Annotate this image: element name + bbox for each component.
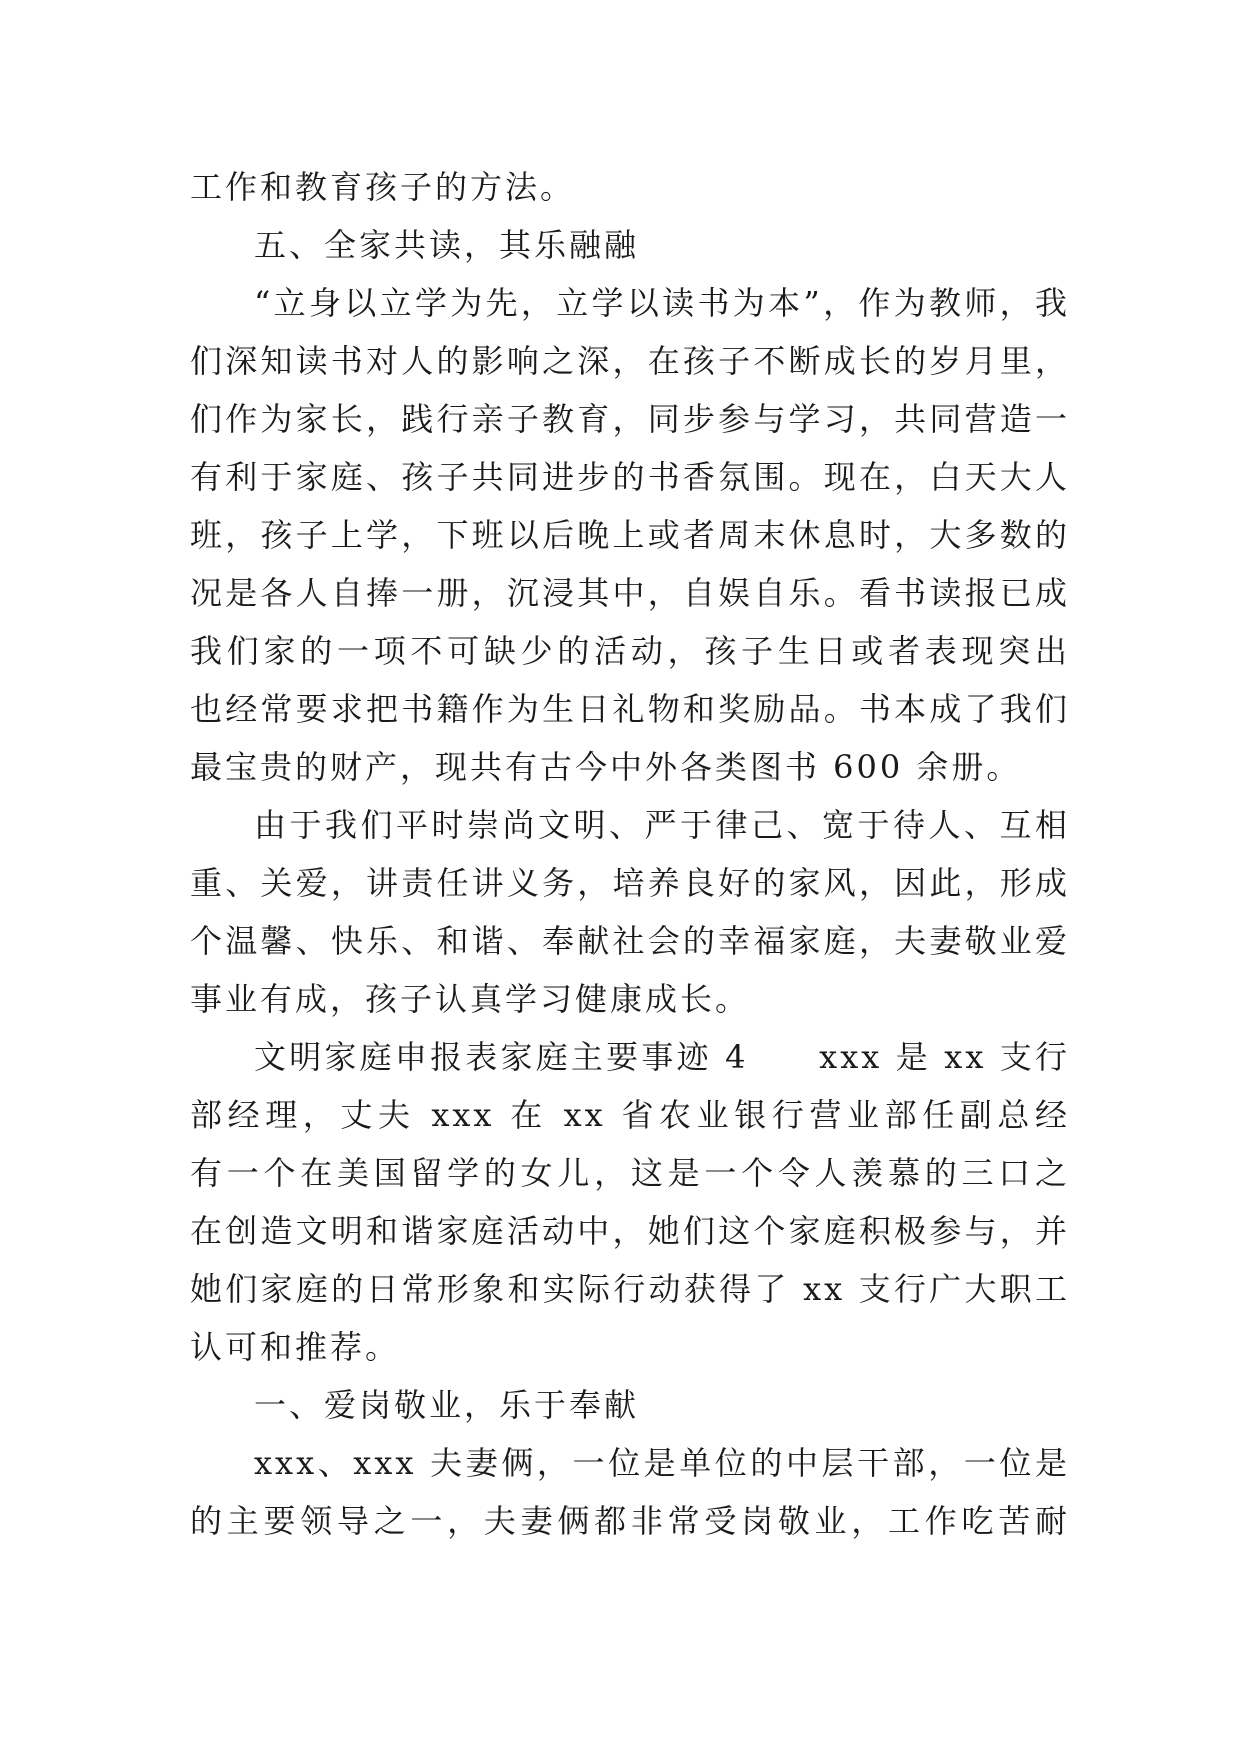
text-line: 况是各人自捧一册，沉浸其中，自娱自乐。看书读报已成 — [190, 574, 1070, 612]
text-line: 部经理，丈夫 xxx 在 xx 省农业银行营业部任副总经 — [190, 1096, 1070, 1134]
text-line: 有利于家庭、孩子共同进步的书香氛围。现在，白天大人 — [190, 458, 1070, 496]
text-line: xxx、xxx 夫妻俩，一位是单位的中层干部，一位是 — [254, 1444, 1070, 1482]
text-line: 她们家庭的日常形象和实际行动获得了 xx 支行广大职工 — [190, 1270, 1070, 1308]
text-line: 们作为家长，践行亲子教育，同步参与学习，共同营造一 — [190, 400, 1070, 438]
text-line: 由于我们平时崇尚文明、严于律己、宽于待人、互相 — [254, 806, 1070, 844]
text-line: 文明家庭申报表家庭主要事迹 4 xxx 是 xx 支行 — [254, 1038, 1070, 1076]
text-line: 的主要领导之一，夫妻俩都非常受岗敬业，工作吃苦耐 — [190, 1502, 1070, 1540]
text-line: 也经常要求把书籍作为生日礼物和奖励品。书本成了我们 — [190, 690, 1070, 728]
text-line: 班，孩子上学，下班以后晚上或者周末休息时，大多数的 — [190, 516, 1070, 554]
text-line: 工作和教育孩子的方法。 — [190, 168, 576, 206]
text-line: 个温馨、快乐、和谐、奉献社会的幸福家庭，夫妻敬业爱 — [190, 922, 1070, 960]
text-line: 五、全家共读，其乐融融 — [254, 226, 640, 264]
text-line: 重、关爱，讲责任讲义务，培养良好的家风，因此，形成 — [190, 864, 1070, 902]
text-line: 一、爱岗敬业，乐于奉献 — [254, 1386, 640, 1424]
text-line: 们深知读书对人的影响之深，在孩子不断成长的岁月里， — [190, 342, 1070, 380]
text-line: 有一个在美国留学的女儿，这是一个令人羡慕的三口之 — [190, 1154, 1070, 1192]
text-line: 事业有成，孩子认真学习健康成长。 — [190, 980, 751, 1018]
text-line: “立身以立学为先，立学以读书为本”，作为教师，我 — [254, 284, 1070, 322]
text-line: 认可和推荐。 — [190, 1328, 401, 1366]
text-line: 在创造文明和谐家庭活动中，她们这个家庭积极参与，并 — [190, 1212, 1070, 1250]
text-line: 最宝贵的财产，现共有古今中外各类图书 600 余册。 — [190, 748, 1022, 786]
text-line: 我们家的一项不可缺少的活动，孩子生日或者表现突出 — [190, 632, 1070, 670]
document-body — [190, 158, 1070, 1550]
